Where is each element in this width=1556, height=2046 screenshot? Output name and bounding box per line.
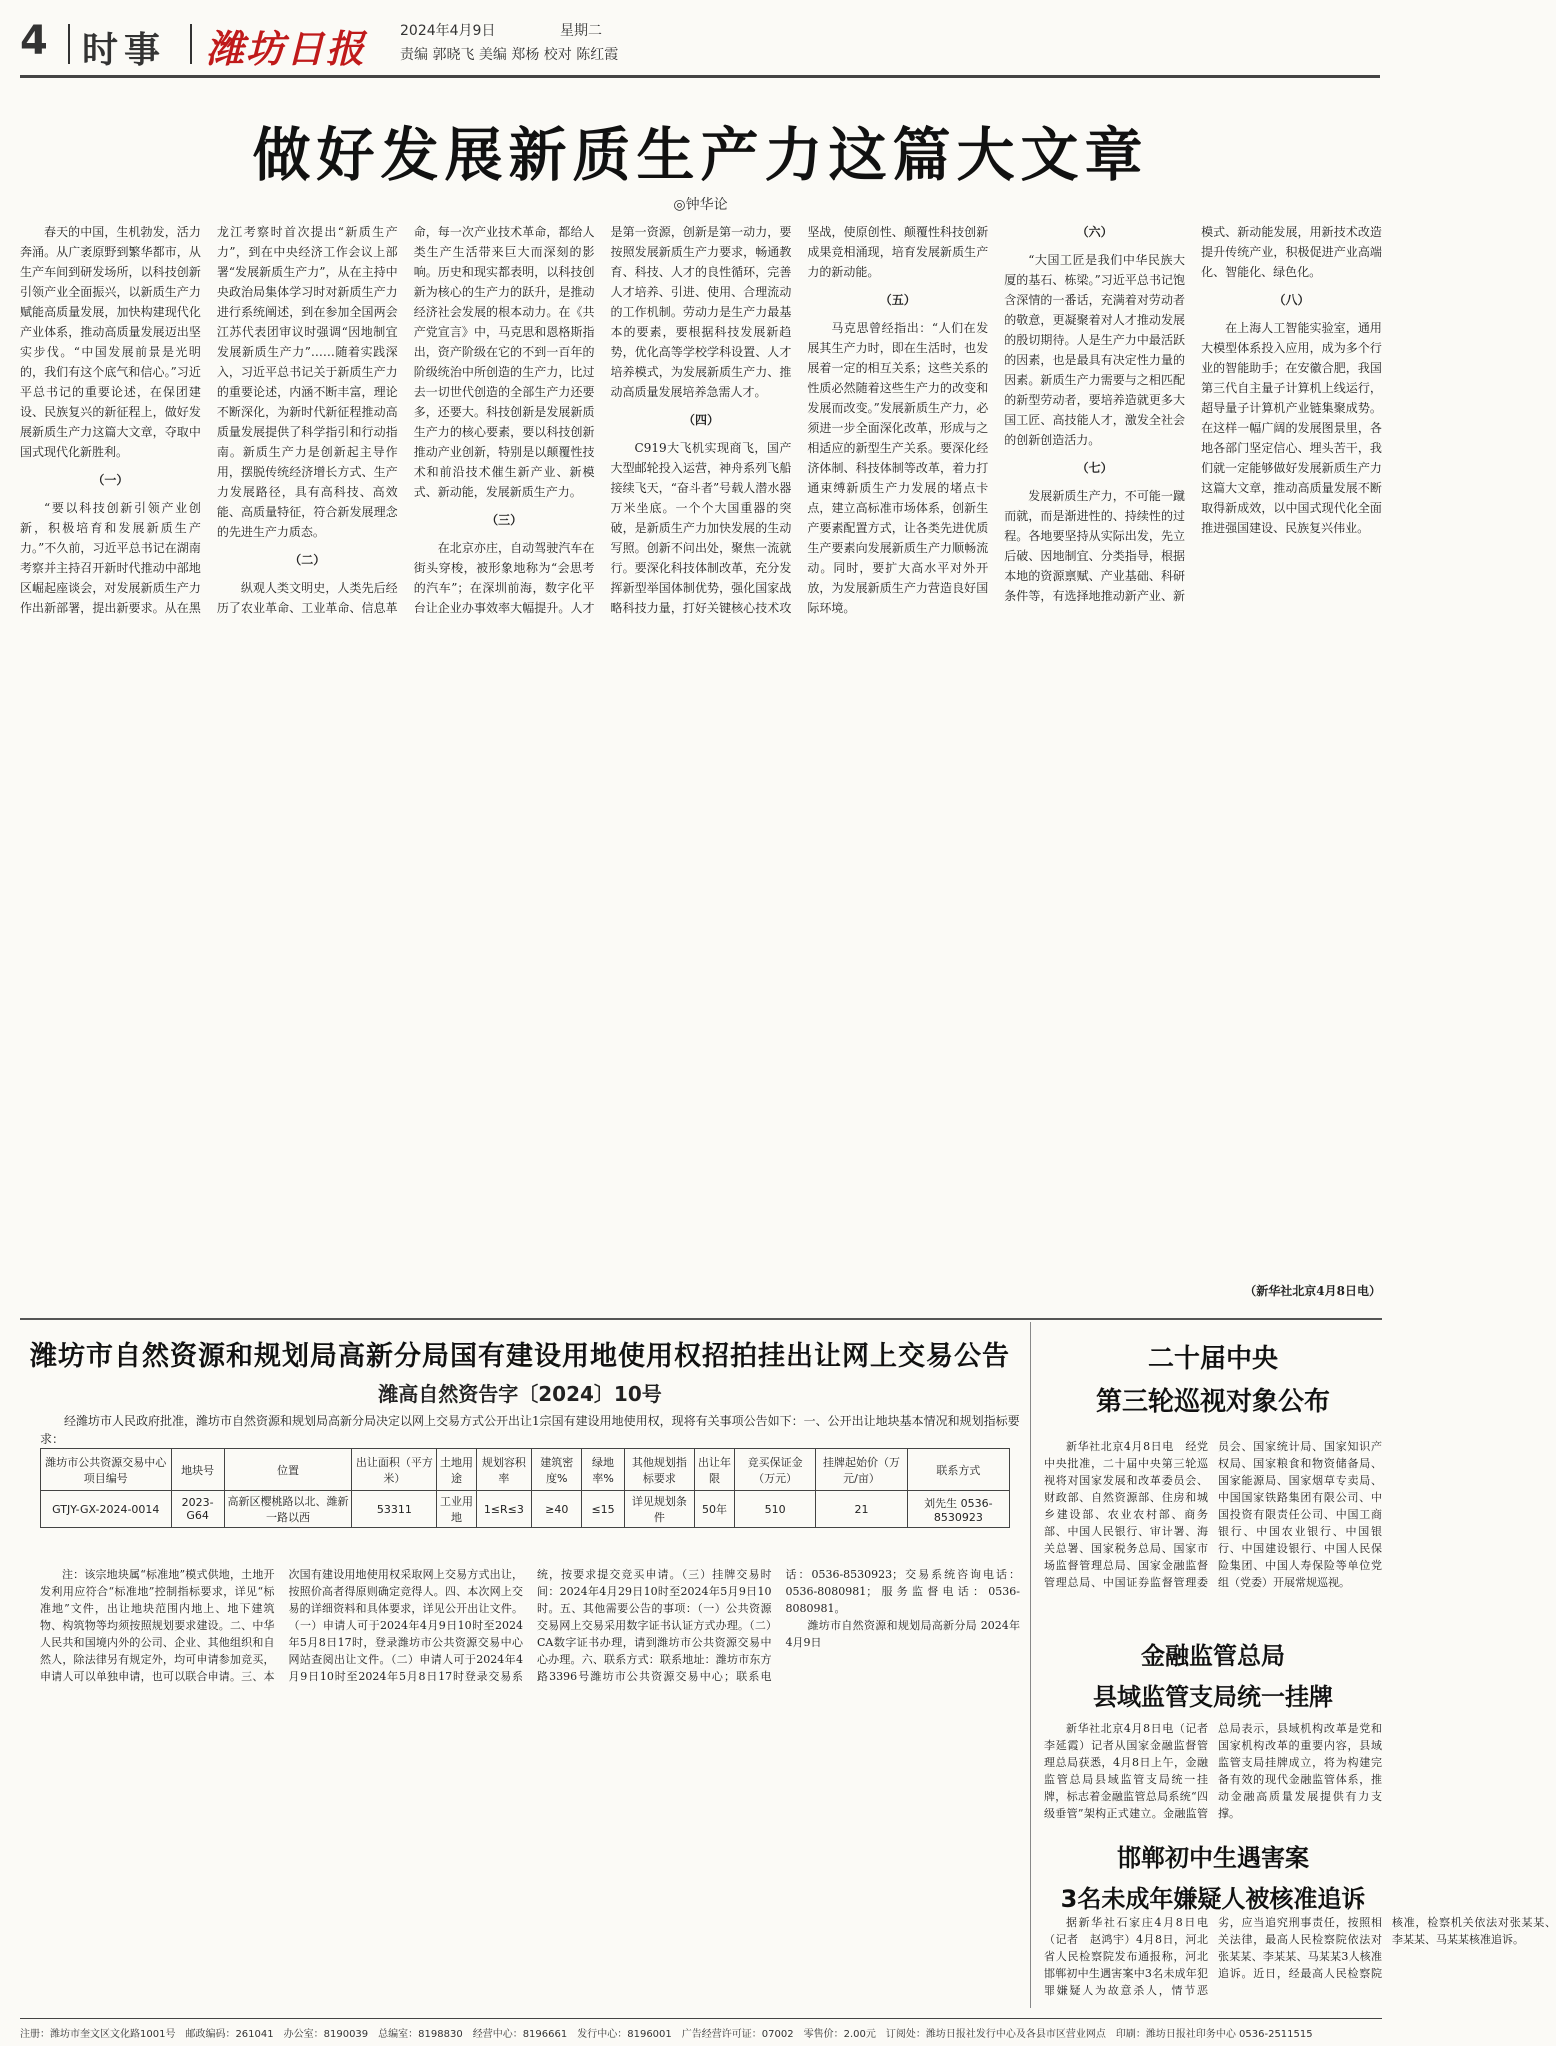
header-divider <box>68 24 70 64</box>
table-header: 土地用途 <box>437 1449 476 1491</box>
news-headline-3 <box>1044 1838 1382 1914</box>
notice-doc-number: 潍高自然资告字〔2024〕10号 <box>378 1382 662 1406</box>
table-cell: ≤15 <box>582 1491 624 1528</box>
page-number: 4 <box>20 18 48 64</box>
lead-byline: ◎钟华论 <box>673 197 728 213</box>
lead-intro: 春天的中国，生机勃发，活力奔涌。从广袤原野到繁华都市，从生产车间到研发场所，以科技创新引领产业全面振兴，以新质生产力赋能高质量发展，加快构建现代化产业体系，推动高质量发展迈出坚实步伐。“中国发展前景是光明的，我们有这个底气和信心。”习近平总书记的重要论述，在保团建设、民族复兴的新征程上，做好发展新质生产力这篇大文章，夺取中国式现代化新胜利。 <box>20 225 201 459</box>
table-cell: GTJY-GX-2024-0014 <box>41 1491 172 1528</box>
table-header: 规划容积率 <box>476 1449 532 1491</box>
newspaper-logo: 潍坊日报 <box>206 26 367 71</box>
issue-date: 2024年4月9日 <box>400 23 496 39</box>
section-heading: （三） <box>486 513 523 527</box>
news-headline-1 <box>1044 1338 1382 1418</box>
section-heading: （四） <box>682 413 719 427</box>
headline-line: 金融监管总局 <box>1141 1642 1285 1670</box>
table-cell: 510 <box>735 1491 816 1528</box>
section-text: 马克思曾经指出：“人们在发展其生产力时，即在生活时，也发展着一定的相互关系；这些关系的性质必然随着这些生产力的改变和发展而改变。”发展新质生产力，必须进一步全面深化改革，形成与之相适应的新型生产关系。要深化经济体制、科技体制等改革，着力打通束缚新质生产力发展的堵点卡点，建立高标准市场体系，创新生产要素配置方式，让各类先进优质生产要素向发展新质生产力顺畅流动。同时，要扩大高水平对外开放，为发展新质生产力营造良好国际环境。 <box>807 321 989 615</box>
horizontal-divider <box>20 1318 1382 1320</box>
section-name: 时事 <box>82 30 167 71</box>
table-cell: 详见规划条件 <box>624 1491 694 1528</box>
table-header: 挂牌起始价（万元/亩） <box>816 1449 908 1491</box>
table-header-row <box>41 1449 1010 1491</box>
section-text: 在上海人工智能实验室，通用大模型体系投入应用，成为多个行业的智能助手；在安徽合肥，我国第三代自主量子计算机上线运行，超导量子计算机产业链集聚成势。在这样一幅广阔的发展图景里，各地各部门坚定信心、埋头苦干，我们就一定能够做好发展新质生产力这篇大文章，推动高质量发展不断取得新成效，以中国式现代化全面推进强国建设、民族复兴伟业。 <box>1201 321 1382 535</box>
notice-title: 潍坊市自然资源和规划局高新分局国有建设用地使用权招拍挂出让网上交易公告 <box>30 1341 1010 1372</box>
table-header: 地块号 <box>171 1449 224 1491</box>
lead-headline: 做好发展新质生产力这篇大文章 <box>252 121 1149 189</box>
masthead <box>20 18 1380 78</box>
table-header: 联系方式 <box>907 1449 1009 1491</box>
table-cell: 50年 <box>694 1491 734 1528</box>
headline-line: 县域监管支局统一挂牌 <box>1093 1683 1333 1711</box>
section-text: C919大飞机实现商飞，国产大型邮轮投入运营，神舟系列飞船接续飞天，“奋斗者”号载人潜水器万米坐底。一个个大国重器的突破，是新质生产力加快发展的生动写照。创新不问出处，聚焦一流就行。要深化科技体制改革，充分发挥新型举国体制优势，强化国家战略科技力量，打好关键核心技术攻坚战，使原创性、颠覆性科技创新成果竞相涌现，培育发展新质生产力的新动能。 <box>610 225 989 615</box>
table-header: 其他规划指标要求 <box>624 1449 694 1491</box>
news-body-2: 新华社北京4月8日电（记者 李延霞）记者从国家金融监督管理总局获悉，4月8日上午，金融监管总局县域监管支局统一挂牌，标志着金融监管总局系统“四级垂管”架构正式建立。金融监管总局表示，县域机构改革是党和国家机构改革的重要内容，县域监管支局挂牌成立，将为构建完备有效的现代金融监管体系，推动金融高质量发展提供有力支撑。 <box>1044 1722 1382 1820</box>
table-cell: 21 <box>816 1491 908 1528</box>
news-body-1: 新华社北京4月8日电 经党中央批准，二十届中央第三轮巡视将对国家发展和改革委员会、财政部、自然资源部、住房和城乡建设部、农业农村部、商务部、中国人民银行、审计署、海关总署、国家税务总局、国家市场监督管理总局、国家金融监督管理总局、中国证券监督管理委员会、国家统计局、国家知识产权局、国家粮食和物资储备局、国家能源局、国家烟草专卖局、中国国家铁路集团有限公司、中国投资有限责任公司、中国工商银行、中国农业银行、中国银行、中国建设银行、中国人民保险集团、中国人寿保险等单位党组（党委）开展常规巡视。 <box>1044 1440 1382 1589</box>
issue-weekday: 星期二 <box>560 23 602 39</box>
page-footer: 注册：潍坊市奎文区文化路1001号 邮政编码：261041 办公室：8190039 总编室：8198830 经营中心：8196661 发行中心：8196001 广告经营许可证：07002 零售价：2.00元 订阅处：潍坊日报社发行中心及各县市区营业网点 印刷：潍坊日报社印务中心 0536-2511515 <box>20 2018 1382 2040</box>
editor-credits: 责编 郭晓飞 美编 郑杨 校对 陈红霞 <box>400 47 619 63</box>
section-heading: （二） <box>289 553 326 567</box>
notice-body <box>40 1566 1020 2006</box>
headline-line: 邯郸初中生遇害案 <box>1117 1844 1309 1872</box>
table-header: 出让面积（平方米） <box>352 1449 437 1491</box>
table-header: 竞买保证金（万元） <box>735 1449 816 1491</box>
section-heading: （六） <box>1076 225 1113 239</box>
land-parcel-table <box>40 1448 1010 1528</box>
section-text: 纵观人类文明史，人类先后经历了农业革命、工业革命、信息革命，每一次产业技术革命，都给人类生产生活带来巨大而深刻的影响。历史和现实都表明，以科技创新为核心的生产力的跃升，是推动经济社会发展的根本动力。在《共产党宣言》中，马克思和恩格斯指出，资产阶级在它的不到一百年的阶级统治中所创造的生产力，比过去一切世代创造的全部生产力还要多，还要大。科技创新是发展新质生产力的核心要素，要以科技创新推动产业创新，特别是以颠覆性技术和前沿技术催生新产业、新模式、新动能，发展新质生产力。 <box>216 225 595 615</box>
headline-line: 二十届中央 <box>1147 1344 1278 1374</box>
lead-article-body <box>20 222 1382 1310</box>
headline-line: 3名未成年嫌疑人被核准追诉 <box>1060 1885 1366 1913</box>
table-cell: 1≤R≤3 <box>476 1491 532 1528</box>
header-divider-2 <box>190 24 192 64</box>
section-heading: （八） <box>1273 293 1310 307</box>
section-heading: （五） <box>879 293 916 307</box>
section-text: “大国工匠是我们中华民族大厦的基石、栋梁。”习近平总书记饱含深情的一番话，充满着对劳动者的敬意，更凝聚着对人才推动发展的殷切期待。人是生产力中最活跃的因素，也是最具有决定性力量的因素。新质生产力需要与之相匹配的新型劳动者，要培养造就更多大国工匠、高技能人才，激发全社会的创新创造活力。 <box>1004 253 1186 447</box>
news-headline-2 <box>1044 1636 1382 1712</box>
table-cell: 高新区樱桃路以北、潍新一路以西 <box>224 1491 352 1528</box>
notice-intro: 经潍坊市人民政府批准，潍坊市自然资源和规划局高新分局决定以网上交易方式公开出让1宗国有建设用地使用权，现将有关事项公告如下：一、公开出让地块基本情况和规划指标要求： <box>40 1414 1020 1446</box>
notice-signature: 潍坊市自然资源和规划局高新分局 2024年4月9日 <box>785 1619 1020 1649</box>
vertical-divider <box>1030 1322 1031 2008</box>
table-cell: 工业用地 <box>437 1491 476 1528</box>
notice-body-text: 注：该宗地块属“标准地”模式供地，土地开发利用应符合“标准地”控制指标要求，详见“标准地”文件，出让地块范围内地上、地下建筑物、构筑物等均须按照规划要求建设。二、中华人民共和国境内外的公司、企业、其他组织和自然人，除法律另有规定外，均可申请参加竞买，申请人可以单独申请，也可以联合申请。三、本次国有建设用地使用权采取网上交易方式出让，按照价高者得原则确定竞得人。四、本次网上交易的详细资料和具体要求，详见公开出让文件。（一）申请人可于2024年4月9日10时至2024年5月8日17时，登录潍坊市公共资源交易中心网站查阅出让文件。（二）申请人可于2024年4月9日10时至2024年5月8日17时登录交易系统，按要求提交竞买申请。（三）挂牌交易时间：2024年4月29日10时至2024年5月9日10时。五、其他需要公告的事项：（一）公共资源交易网上交易采用数字证书认证方式办理。（二）CA数字证书办理，请到潍坊市公共资源交易中心办理。六、联系方式：联系地址：潍坊市东方路3396号潍坊市公共资源交易中心；联系电话：0536-8530923；交易系统咨询电话：0536-8080981；服务监督电话：0536-8080981。 <box>40 1568 1020 1683</box>
table-cell: 刘先生 0536-8530923 <box>907 1491 1009 1528</box>
lead-source: （新华社北京4月8日电） <box>1244 1284 1381 1298</box>
news-body-3: 据新华社石家庄4月8日电（记者 赵鸿宇）4月8日，河北省人民检察院发布通报称，河北邯郸初中生遇害案中3名未成年犯罪嫌疑人为故意杀人，情节恶劣，应当追究刑事责任，按照相关法律，最高人民检察院依法对张某某、李某某、马某某3人核准追诉。近日，经最高人民检察院核准，检察机关依法对张某某、李某某、马某某核准追诉。 <box>1044 1916 1556 1997</box>
section-text: 发展新质生产力，不可能一蹴而就，而是渐进性的、持续性的过程。各地要坚持从实际出发，先立后破、因地制宜、分类指导，根据本地的资源禀赋、产业基础、科研条件等，有选择地推动新产业、新模式、新动能发展，用新技术改造提升传统产业，积极促进产业高端化、智能化、绿色化。 <box>1004 225 1382 603</box>
table-header: 潍坊市公共资源交易中心项目编号 <box>41 1449 172 1491</box>
table-cell: ≥40 <box>532 1491 582 1528</box>
table-cell: 2023-G64 <box>171 1491 224 1528</box>
table-cell: 53311 <box>352 1491 437 1528</box>
table-header: 位置 <box>224 1449 352 1491</box>
table-header: 绿地率% <box>582 1449 624 1491</box>
table-header: 建筑密度% <box>532 1449 582 1491</box>
section-text: “要以科技创新引领产业创新，积极培育和发展新质生产力。”不久前，习近平总书记在湖南考察并主持召开新时代推动中部地区崛起座谈会，对发展新质生产力作出新部署，提出新要求。从在黑龙江考察时首次提出“新质生产力”，到在中央经济工作会议上部署“发展新质生产力”，从在主持中央政治局集体学习时对新质生产力进行系统阐述，到在参加全国两会江苏代表团审议时强调“因地制宜发展新质生产力”……随着实践深入，习近平总书记关于新质生产力的重要论述，内涵不断丰富，理论不断深化，为新时代新征程推动高质量发展提供了科学指引和行动指南。新质生产力是创新起主导作用，摆脱传统经济增长方式、生产力发展路径，具有高科技、高效能、高质量特征，符合新发展理念的先进生产力质态。 <box>20 225 398 615</box>
table-row <box>41 1491 1010 1528</box>
section-text: 在北京亦庄，自动驾驶汽车在街头穿梭，被形象地称为“会思考的汽车”；在深圳前海，数字化平台让企业办事效率大幅提升。人才是第一资源，创新是第一动力，要按照发展新质生产力要求，畅通教育、科技、人才的良性循环，完善人才培养、引进、使用、合理流动的工作机制。劳动力是生产力最基本的要素，要根据科技发展新趋势，优化高等学校学科设置、人才培养模式，为发展新质生产力、推动高质量发展培养急需人才。 <box>413 225 792 615</box>
headline-line: 第三轮巡视对象公布 <box>1095 1387 1330 1417</box>
section-heading: （一） <box>92 473 129 487</box>
table-header: 出让年限 <box>694 1449 734 1491</box>
section-heading: （七） <box>1076 461 1113 475</box>
